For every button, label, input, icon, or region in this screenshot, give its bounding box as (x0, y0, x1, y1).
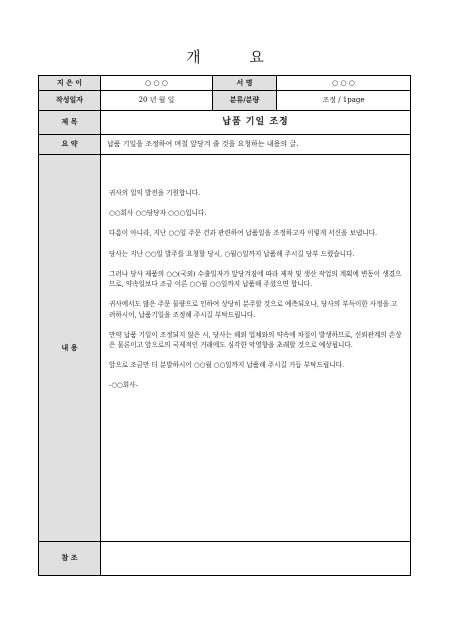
author-label: 지 은 이 (39, 76, 101, 91)
body-signoff: -○○회사- (109, 381, 138, 390)
document-title: 개 요 (186, 48, 286, 66)
author-row (39, 76, 411, 91)
summary-form-table (38, 75, 411, 576)
subject-value: 납품 기일 조정 (101, 111, 411, 135)
body-paragraph: 귀사에서도 많은 주문 물량으로 인하여 상당히 분주할 것으로 예측되오나, 당사의 부득이한 사정을 고려하시어, 납품기일을 조정해 주시길 부탁드립니다. (109, 300, 398, 319)
summary-value: 납품 기일을 조정하여 며칠 앞당겨 줄 것을 요청하는 내용의 글. (101, 135, 411, 155)
subject-label: 제 목 (39, 111, 101, 135)
body-paragraph: 만약 납품 기일이 조정되지 않은 시, 당사는 해외 업체와의 약속에 차질이 발생하므로, 신뢰관계의 손상은 물론이고 앞으로의 국제적인 거래에도 심각한 악영향을 초래할 것으로 예상됩니다. (109, 330, 402, 349)
summary-label: 요 약 (39, 135, 101, 155)
body-paragraph: 그러나 당사 제품의 ○○(국외) 수출일자가 앞당겨짐에 따라 제작 및 생산 작업의 계획에 변동이 생겼으므로, 약속일보다 조금 이른 ○○월 ○○일까지 납품해 주셨으면 합니다. (109, 269, 402, 289)
author-value: ○ ○ ○ (101, 76, 213, 91)
date-label: 작성일자 (39, 91, 101, 111)
signature-label: 서 명 (213, 76, 277, 91)
date-row (39, 91, 411, 111)
body-paragraph: 당사는 지난 ○○일 발주를 요청할 당시, ○월○일까지 납품해 주시길 당부 드렸습니다. (109, 249, 355, 258)
summary-row (39, 135, 411, 155)
subject-row (39, 111, 411, 135)
reference-value (101, 542, 411, 576)
category-value: 조정 / 1page (277, 91, 411, 111)
signature-value: ○ ○ ○ (277, 76, 411, 91)
body-paragraph: 다름이 아니라, 지난 ○○일 주문 건과 관련하여 납품일을 조정하고자 이렇게 서신을 보냅니다. (109, 229, 378, 238)
body-paragraph: 귀사의 일익 발전을 기원합니다. (109, 189, 201, 197)
body-label: 내 용 (39, 155, 101, 542)
reference-label: 참 조 (39, 542, 101, 576)
body-content (101, 155, 411, 542)
category-label: 분류/분량 (213, 91, 277, 111)
body-paragraph: ○○회사 ○○담당자 ○○○입니다. (109, 209, 207, 218)
body-row (39, 155, 411, 542)
body-paragraph: 앞으로 조금만 더 분발하시어 ○○월 ○○일까지 납품해 주시길 거듭 부탁드립니다. (109, 361, 345, 370)
date-value: 20 년 월 일 (101, 91, 213, 111)
reference-row (39, 542, 411, 576)
